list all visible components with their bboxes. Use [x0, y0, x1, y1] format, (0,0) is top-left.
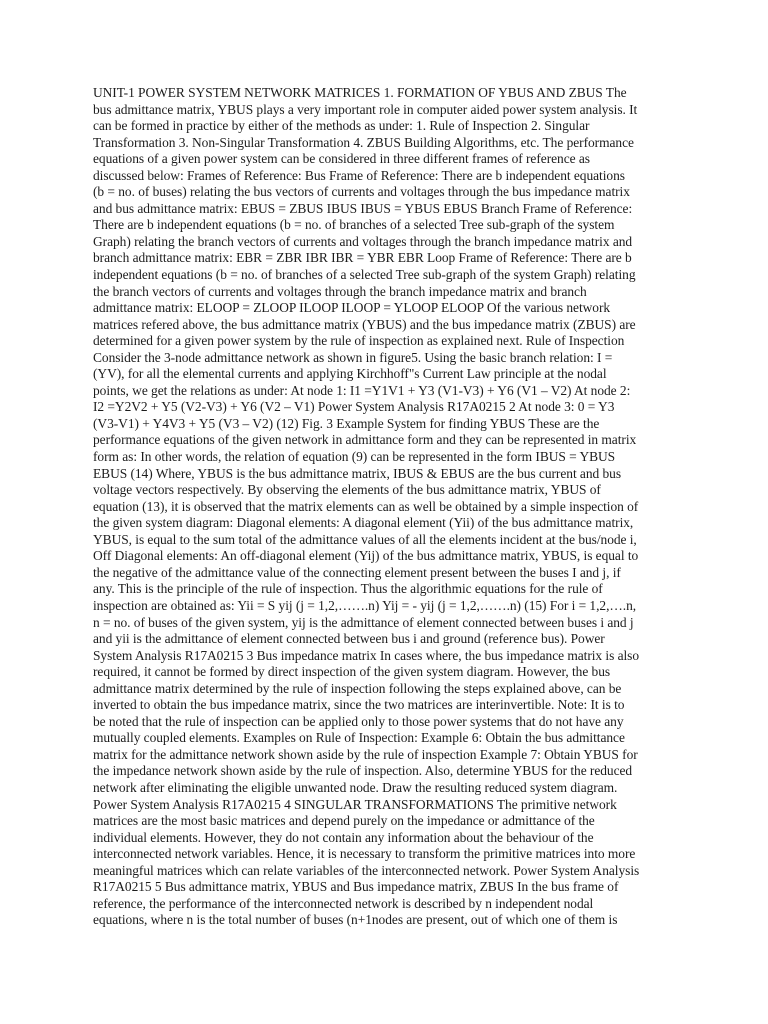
text-line: equations, where n is the total number of buses (n+1nodes are present, out of which one of them is [93, 912, 618, 928]
text-line: R17A0215 5 Bus admittance matrix, YBUS and Bus impedance matrix, ZBUS In the bus frame of [93, 879, 619, 895]
text-line: Power System Analysis R17A0215 4 SINGULAR TRANSFORMATIONS The primitive network [93, 796, 617, 812]
text-line: determined for a given power system by the rule of inspection as explained next. Rule of Inspection [93, 333, 625, 349]
text-line: equations of a given power system can be considered in three different frames of reference as [93, 151, 590, 167]
text-line: and bus admittance matrix: EBUS = ZBUS IBUS IBUS = YBUS EBUS Branch Frame of Reference: [93, 200, 633, 216]
document-body-text [93, 85, 675, 929]
text-line: YBUS, is equal to the sum total of the admittance values of all the elements incident at the bus/node i, [93, 531, 637, 547]
text-line: equation (13), it is observed that the matrix elements can as well be obtained by a simple inspection of [93, 498, 639, 514]
text-line: EBUS (14) Where, YBUS is the bus admittance matrix, IBUS & EBUS are the bus current and bus [93, 465, 622, 481]
text-line: inverted to obtain the bus impedance matrix, since the two matrices are interinvertible. Note: It is to [93, 697, 625, 713]
text-line: inspection are obtained as: Yii = S yij (j = 1,2,…….n) Yij = - yij (j = 1,2,…….n) (15) For i = 1,2,….n, [93, 597, 637, 613]
text-line: There are b independent equations (b = no. of branches of a selected Tree sub-graph of the system [93, 217, 615, 233]
text-line: admittance matrix: ELOOP = ZLOOP ILOOP ILOOP = YLOOP ELOOP Of the various network [93, 300, 611, 316]
text-line: Off Diagonal elements: An off-diagonal element (Yij) of the bus admittance matrix, YBUS, is equal to [93, 548, 639, 564]
text-line: Consider the 3-node admittance network as shown in figure5. Using the basic branch relation: I = [93, 349, 613, 365]
text-line: n = no. of buses of the given system, yij is the admittance of element connected between buses i and j [93, 614, 634, 630]
text-line: can be formed in practice by either of the methods as under: 1. Rule of Inspection 2. Singular [93, 118, 590, 134]
text-line: the impedance network shown aside by the rule of inspection. Also, determine YBUS for the reduced [93, 763, 633, 779]
text-line: interconnected network variables. Hence, it is necessary to transform the primitive matrices into more [93, 846, 636, 862]
text-line: branch admittance matrix: EBR = ZBR IBR IBR = YBR EBR Loop Frame of Reference: There are b [93, 250, 632, 266]
text-line: the negative of the admittance value of the connecting element present between the buses I and j, if [93, 564, 621, 580]
text-line: System Analysis R17A0215 3 Bus impedance matrix In cases where, the bus impedance matrix is also [93, 647, 640, 663]
text-line: (V3-V1) + Y4V3 + Y5 (V3 – V2) (12) Fig. 3 Example System for finding YBUS These are the [93, 415, 600, 431]
text-line: (b = no. of buses) relating the bus vectors of currents and voltages through the bus impedance matrix [93, 184, 630, 200]
text-line: and yii is the admittance of element connected between bus i and ground (reference bus). Power [93, 631, 605, 647]
text-line: mutually coupled elements. Examples on Rule of Inspection: Example 6: Obtain the bus admittance [93, 730, 625, 746]
text-line: UNIT-1 POWER SYSTEM NETWORK MATRICES 1. FORMATION OF YBUS AND ZBUS The [93, 85, 627, 100]
text-line: reference, the performance of the interconnected network is described by n independent nodal [93, 895, 594, 911]
text-line: be noted that the rule of inspection can be applied only to those power systems that do not have any [93, 713, 624, 729]
text-line: admittance matrix determined by the rule of inspection following the steps explained above, can be [93, 680, 622, 696]
text-line: Transformation 3. Non-Singular Transformation 4. ZBUS Building Algorithms, etc. The performance [93, 134, 634, 150]
text-line: (YV), for all the elemental currents and applying Kirchhoff"s Current Law principle at the nodal [93, 366, 607, 382]
text-line: network after eliminating the eligible unwanted node. Draw the resulting reduced system diagram. [93, 779, 618, 795]
text-line: bus admittance matrix, YBUS plays a very important role in computer aided power system analysis. It [93, 101, 638, 117]
text-line: required, it cannot be formed by direct inspection of the given system diagram. However, the bus [93, 664, 611, 680]
text-line: points, we get the relations as under: At node 1: I1 =Y1V1 + Y3 (V1-V3) + Y6 (V1 – V2) At node 2: [93, 382, 631, 398]
text-line: the branch vectors of currents and voltages through the branch impedance matrix and branch [93, 283, 587, 299]
text-line: matrices are the most basic matrices and depend purely on the impedance or admittance of the [93, 813, 595, 829]
text-line: any. This is the principle of the rule of inspection. Thus the algorithmic equations for the rule of [93, 581, 603, 597]
text-line: voltage vectors respectively. By observing the elements of the bus admittance matrix, YBUS of [93, 482, 601, 498]
text-line: matrices refered above, the bus admittance matrix (YBUS) and the bus impedance matrix (ZBUS) are [93, 316, 636, 332]
text-line: discussed below: Frames of Reference: Bus Frame of Reference: There are b independent equations [93, 167, 625, 183]
text-line: Graph) relating the branch vectors of currents and voltages through the branch impedance matrix and [93, 233, 633, 249]
text-line: form as: In other words, the relation of equation (9) can be represented in the form IBUS = YBUS [93, 449, 616, 465]
text-line: individual elements. However, they do not contain any information about the behaviour of the [93, 829, 594, 845]
text-line: I2 =Y2V2 + Y5 (V2-V3) + Y6 (V2 – V1) Power System Analysis R17A0215 2 At node 3: 0 = Y3 [93, 399, 615, 415]
text-line: meaningful matrices which can relate variables of the interconnected network. Power System Analysis [93, 862, 640, 878]
text-line: performance equations of the given network in admittance form and they can be represented in matrix [93, 432, 637, 448]
text-line: independent equations (b = no. of branches of a selected Tree sub-graph of the system Graph) relating [93, 267, 636, 283]
text-line: matrix for the admittance network shown aside by the rule of inspection Example 7: Obtain YBUS for [93, 746, 638, 762]
text-line: the given system diagram: Diagonal elements: A diagonal element (Yii) of the bus admittance matrix, [93, 515, 634, 531]
